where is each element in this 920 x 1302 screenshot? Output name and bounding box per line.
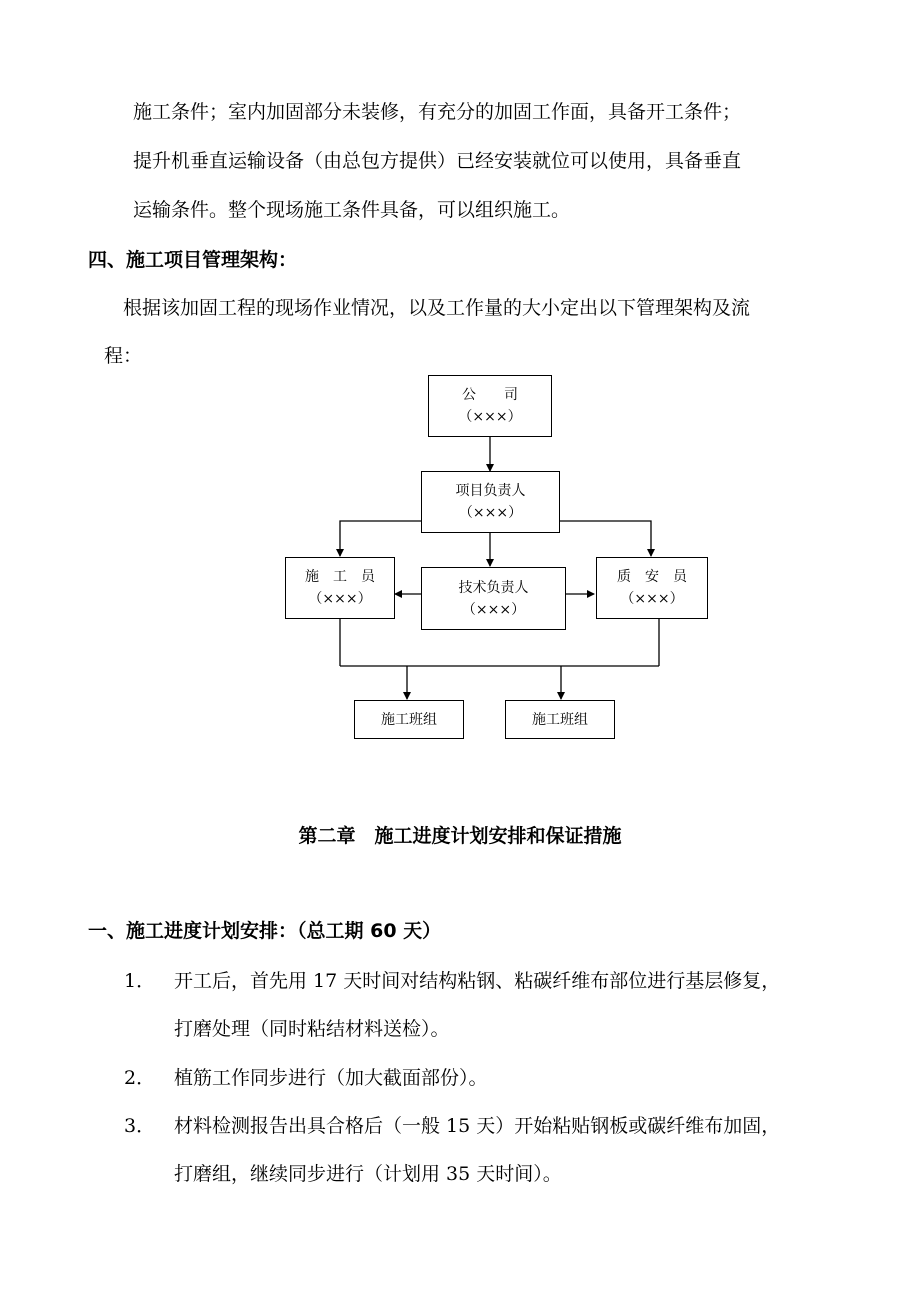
org-box-company bbox=[428, 375, 552, 437]
company-name: （×××） bbox=[458, 409, 522, 425]
tech-lead-title: 技术负责人 bbox=[458, 579, 529, 596]
project-lead-title: 项目负责人 bbox=[455, 483, 526, 499]
constructor-title: 施 工 员 bbox=[305, 569, 375, 585]
tech-lead-name: （×××） bbox=[461, 601, 526, 618]
section-4-heading: 四、施工项目管理架构： bbox=[88, 249, 298, 271]
list-item-1-line-2: 打磨处理（同时粘结材料送检）。 bbox=[174, 1018, 450, 1040]
section-1-heading: 一、施工进度计划安排：（总工期 60 天） bbox=[88, 920, 442, 942]
list-item-2-number: 2． bbox=[124, 1067, 156, 1089]
quality-safety-name: （×××） bbox=[620, 591, 684, 607]
intro-line-3: 运输条件。整个现场施工条件具备，可以组织施工。 bbox=[133, 199, 571, 221]
list-item-1-line-1: 开工后，首先用 17 天时间对结构粘钢、粘碳纤维布部位进行基层修复， bbox=[174, 970, 781, 992]
org-box-constructor bbox=[285, 557, 395, 619]
org-box-team-2 bbox=[505, 700, 615, 739]
project-lead-name: （×××） bbox=[458, 505, 523, 521]
org-box-quality-safety bbox=[596, 557, 708, 619]
list-item-1-number: 1． bbox=[124, 970, 156, 992]
arrow-project-lead-to-quality-safety bbox=[560, 521, 651, 556]
org-box-team-1 bbox=[354, 700, 464, 739]
company-title: 公 司 bbox=[462, 387, 518, 403]
list-item-3-line-1: 材料检测报告出具合格后（一般 15 天）开始粘贴钢板或碳纤维布加固， bbox=[174, 1115, 781, 1137]
list-item-3-number: 3． bbox=[124, 1115, 156, 1137]
section-4-paragraph-line-1: 根据该加固工程的现场作业情况，以及工作量的大小定出以下管理架构及流 bbox=[123, 297, 751, 319]
section-4-paragraph-line-2: 程： bbox=[104, 345, 143, 367]
list-item-3-line-2: 打磨组，继续同步进行（计划用 35 天时间）。 bbox=[174, 1163, 562, 1185]
arrow-project-lead-to-constructor bbox=[340, 521, 421, 556]
chapter-2-title: 第二章 施工进度计划安排和保证措施 bbox=[298, 825, 622, 847]
org-box-tech-lead bbox=[421, 567, 566, 630]
constructor-name: （×××） bbox=[308, 591, 372, 607]
team-2-title: 施工班组 bbox=[532, 711, 588, 728]
list-item-2-line-1: 植筋工作同步进行（加大截面部份）。 bbox=[174, 1067, 488, 1089]
intro-line-1: 施工条件；室内加固部分未装修，有充分的加固工作面，具备开工条件； bbox=[133, 101, 742, 123]
org-box-project-lead bbox=[421, 471, 560, 533]
team-1-title: 施工班组 bbox=[381, 711, 437, 728]
quality-safety-title: 质 安 员 bbox=[617, 569, 687, 585]
intro-line-2: 提升机垂直运输设备（由总包方提供）已经安装就位可以使用，具备垂直 bbox=[133, 150, 742, 172]
